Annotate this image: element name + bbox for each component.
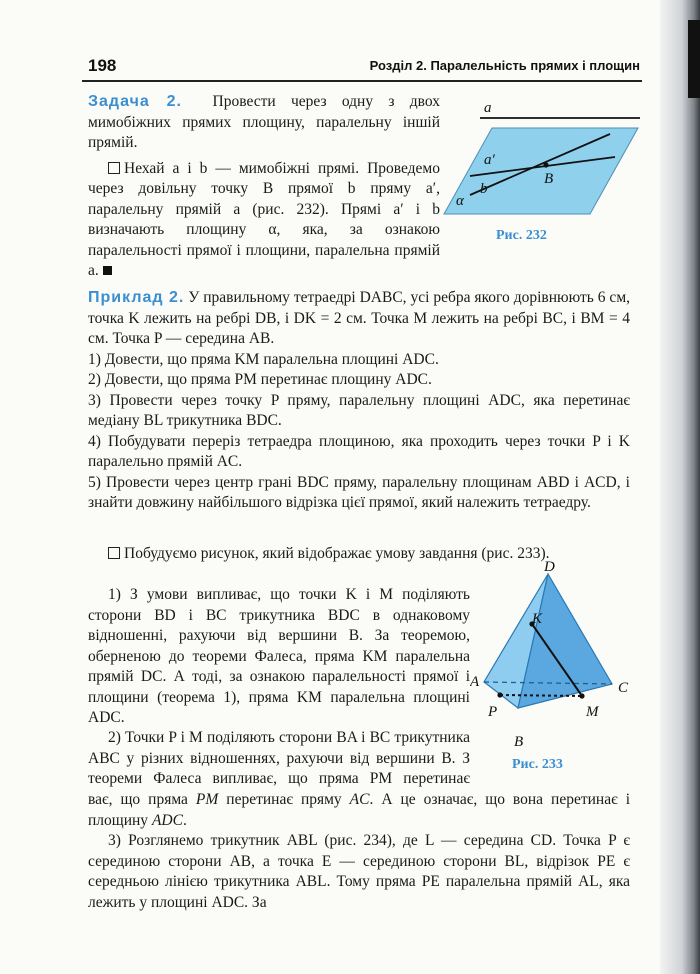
solution-start-square-icon (108, 547, 120, 559)
task2-block (88, 92, 440, 282)
example2-item-4: 4) Побудувати переріз тетраедра площиною, яка проходить через точки P і K паралельно прямій AC. (88, 432, 630, 470)
label-a-prime: a′ (484, 152, 495, 168)
header-rule (82, 80, 642, 82)
solution-part-2-continued: ває, що пряма PM перетинає пряму AC. А це означає, що вона перетинає і площину ADC. 3) Розглянемо трикутник ABL (рис. 234), де L — середина CD. Точка P є серединою сторони AB, а точка E — серединою сторони BL, відрізок PE є середньою лінією трикутника ABL. Тому пряма PE паралельна прямій AL, яка лежить у площині ADC. За (88, 790, 630, 913)
label-M: M (586, 704, 599, 720)
solution-start-square-icon (108, 162, 120, 174)
book-binding-edge (660, 0, 700, 974)
solution-part-1: 1) З умови випливає, що точки K і M поділяють сторони BD і BC трикутника BDC в однаковому відношенні, рахуючи від вершини B. За теоремою, оберненою до теореми Фалеса, пряма KM паралельна прямій DC. А тоді, за ознакою паралельності прямої і площини (теорема 1), пряма KM паралельна площині ADC. (88, 586, 470, 726)
label-P: P (488, 704, 498, 720)
task2-label: Задача 2. (88, 93, 182, 110)
solution-part-1-block (88, 585, 470, 729)
figure-232-caption: Рис. 232 (496, 228, 547, 243)
solution-part-2: 2) Точки P і M поділяють сторони BA і BC трикутника ABC у різних відношеннях, рахуючи від вершини B. З теореми Фалеса випливає, що пряма PM перетинає (88, 729, 470, 787)
label-B: B (514, 734, 524, 750)
example2-item-5: 5) Провести через центр грані BDC пряму, паралельну площинам ABD і ACD, і знайти довжину найбільшого відрізка цієї прямої, який належить тетраедру. (88, 473, 630, 511)
plane-alpha (444, 128, 638, 214)
page-number: 198 (88, 56, 117, 75)
figure-233 (470, 558, 650, 758)
solution-end-square-icon (103, 266, 112, 275)
point-B (543, 162, 548, 167)
label-D: D (544, 559, 555, 575)
page-tab-marker (688, 20, 700, 98)
label-a: a (484, 100, 492, 116)
solution-part-2-block (88, 728, 470, 790)
example2-solution-intro: Побудуємо рисунок, який відображає умову завдання (рис. 233). (124, 545, 550, 562)
label-A: A (470, 674, 480, 690)
label-K: K (532, 611, 543, 627)
label-alpha: α (456, 193, 464, 209)
point-M (579, 693, 584, 698)
solution-part-3: 3) Розглянемо трикутник ABL (рис. 234), де L — середина CD. Точка P є серединою сторони AB, а точка E — серединою сторони BL, відрізок PE є середньою лінією трикутника ABL. Тому пряма PE паралельна прямій AL, яка лежить у площині ADC. За (88, 832, 630, 911)
figure-233-caption: Рис. 233 (512, 757, 563, 772)
example2-intro: У правильному тетраедрі DABC, усі ребра якого дорівнюють 6 см, точка K лежить на ребрі DB, і DK = 2 см. Точка M лежить на ребрі BC, і BM = 4 см. Точка P — середина AB. (88, 289, 630, 347)
point-P (497, 692, 502, 697)
example2-item-2: 2) Довести, що пряма PM перетинає площину ADC. (88, 371, 432, 388)
example2-item-3: 3) Провести через точку P пряму, паралельну площині ADC, яка перетинає медіану BL трикутника BDC. (88, 391, 630, 429)
label-C: C (618, 680, 629, 696)
running-title: Розділ 2. Паралельність прямих і площин (369, 58, 640, 73)
example2-label: Приклад 2. (88, 289, 185, 306)
label-b: b (480, 181, 488, 197)
example2-block (88, 288, 630, 514)
example2-item-1: 1) Довести, що пряма KM паралельна площині ADC. (88, 350, 439, 368)
task2-solution: Нехай a і b — мимобіжні прямі. Проведемо через довільну точку B прямої b пряму a′, паралельну прямій a (рис. 232). Прямі a′ і b визначають площину α, яка, за ознакою паралельності прямої і площини, паралельна прямій a. (88, 159, 440, 279)
task2-statement: Провести через одну з двох мимобіжних прямих площину, паралельну іншій прямій. (88, 93, 441, 151)
label-B: B (544, 171, 554, 187)
